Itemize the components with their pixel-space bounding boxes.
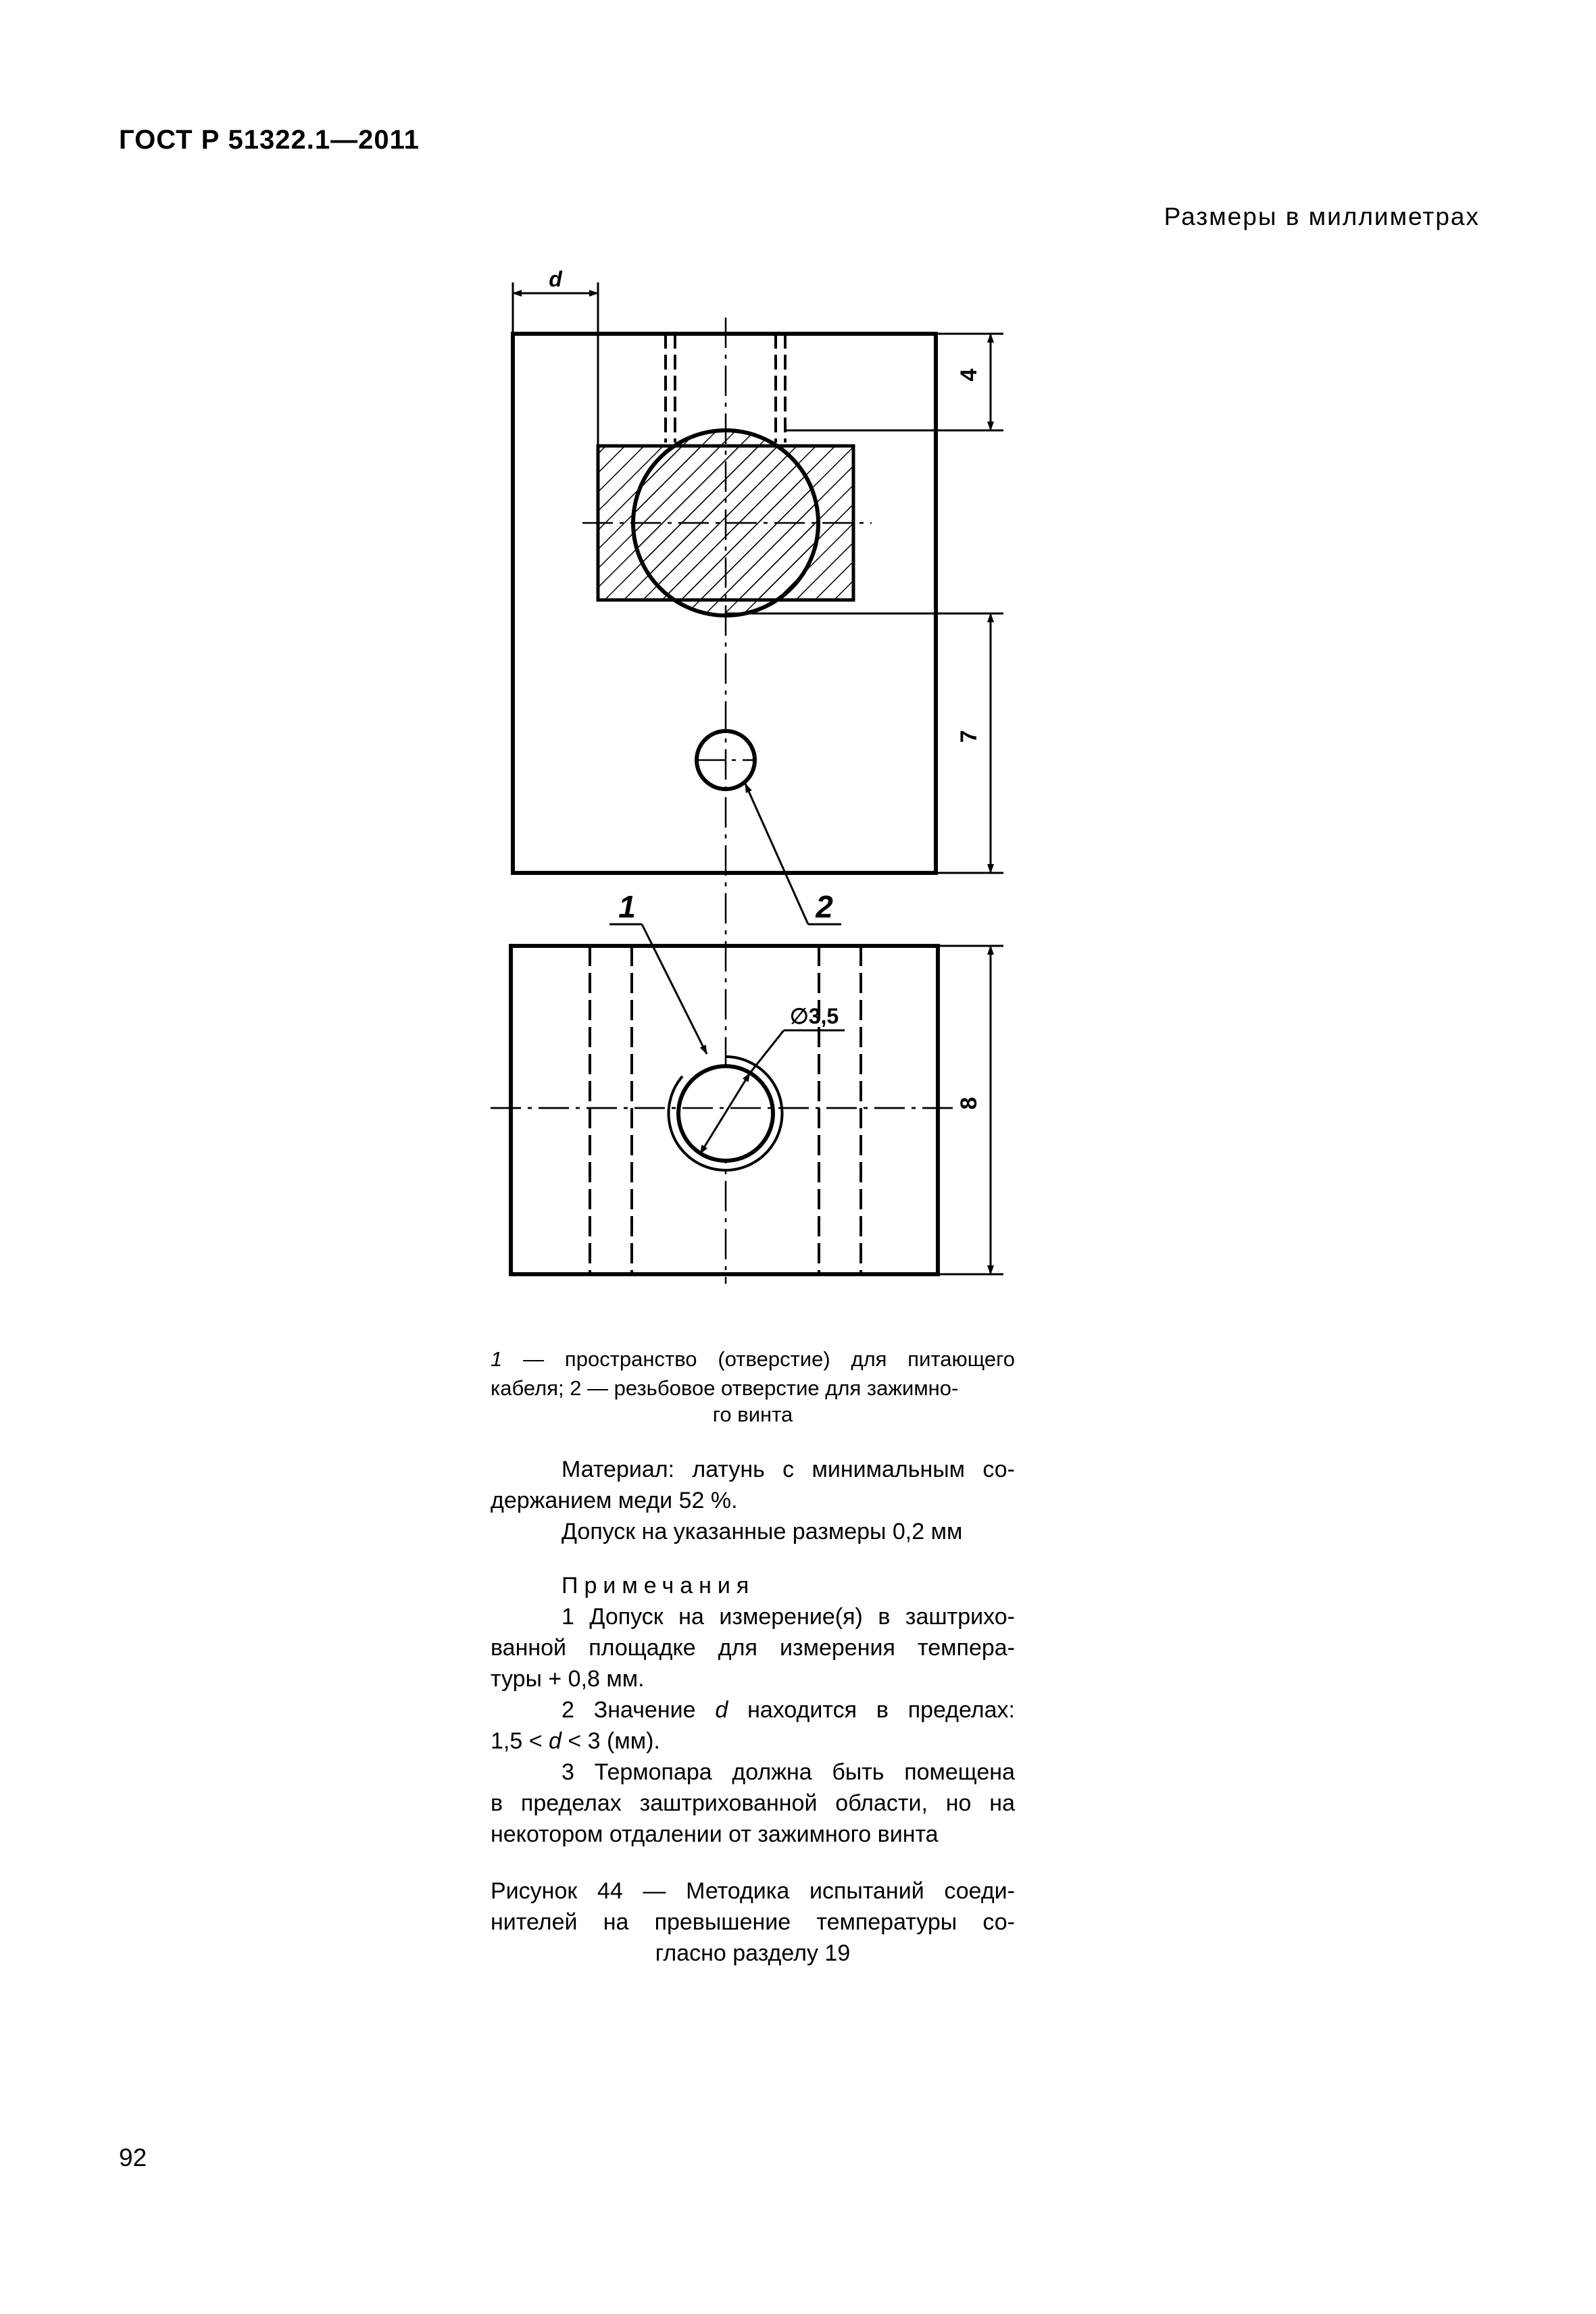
legend-text: — пространство (отверстие) для питающего кабеля; 2 — резьбовое отверстие для зажимно- (491, 1347, 1015, 1400)
dim-8-label: 8 (956, 1097, 982, 1110)
tolerance-line: Допуск на указанные размеры 0,2 мм (562, 1519, 963, 1544)
note-2-line-1 (491, 1694, 1015, 1726)
diameter-label: ∅3,5 (789, 1004, 839, 1028)
note-2-range-var: d (549, 1728, 562, 1754)
callout-1-label: 1 (618, 889, 636, 924)
document-header: ГОСТ Р 51322.1—2011 (119, 125, 420, 155)
dimension-d (513, 282, 598, 446)
callout-1-leader (609, 924, 707, 1054)
dim-4-label: 4 (956, 368, 982, 382)
material-line-2: держанием меди 52 %. (491, 1488, 738, 1513)
page-number: 92 (119, 2144, 147, 2171)
dim-7-label: 7 (956, 730, 982, 743)
callout-2-label: 2 (816, 889, 833, 924)
units-note: Размеры в миллиметрах (1164, 203, 1480, 230)
note-3-line-2: в пределах заштрихованной области, но на (491, 1790, 1015, 1816)
note-2-line-2 (491, 1726, 1015, 1757)
note-1-line-2: ванной площадке для измерения темпера- (491, 1635, 1015, 1661)
figure-legend-end: го винта (712, 1403, 793, 1426)
note-2-range-b: < 3 (мм). (561, 1728, 660, 1754)
caption-line-1: Рисунок 44 — Методика испытаний соеди- (491, 1878, 1015, 1904)
notes-block (491, 1570, 1015, 1850)
dimension-4 (784, 334, 1003, 430)
material-block (491, 1454, 1015, 1547)
legend-number: 1 (491, 1347, 503, 1371)
figure-caption (491, 1876, 1015, 1969)
notes-title: Примечания (562, 1573, 755, 1599)
material-line-1: Материал: латунь с минимальным со- (562, 1457, 1015, 1482)
note-1-line-1: 1 Допуск на измерение(я) в заштрихо- (562, 1604, 1015, 1630)
note-3-line-3: некотором отдалении от зажимного винта (491, 1821, 939, 1847)
note-2-text-b: находится в пределах: (728, 1697, 1015, 1723)
note-2-range-a: 1,5 < (491, 1728, 549, 1754)
note-2-var-d: d (715, 1697, 728, 1723)
caption-line-2: нителей на превышение температуры со- (491, 1909, 1015, 1935)
caption-line-3: гласно разделу 19 (655, 1940, 851, 1966)
note-2-text-a: 2 Значение (562, 1697, 716, 1723)
note-1-line-3: туры + 0,8 мм. (491, 1666, 645, 1692)
note-3-line-1: 3 Термопара должна быть помещена (562, 1759, 1015, 1785)
figure-legend (491, 1344, 1015, 1403)
dim-d-label: d (549, 267, 562, 291)
